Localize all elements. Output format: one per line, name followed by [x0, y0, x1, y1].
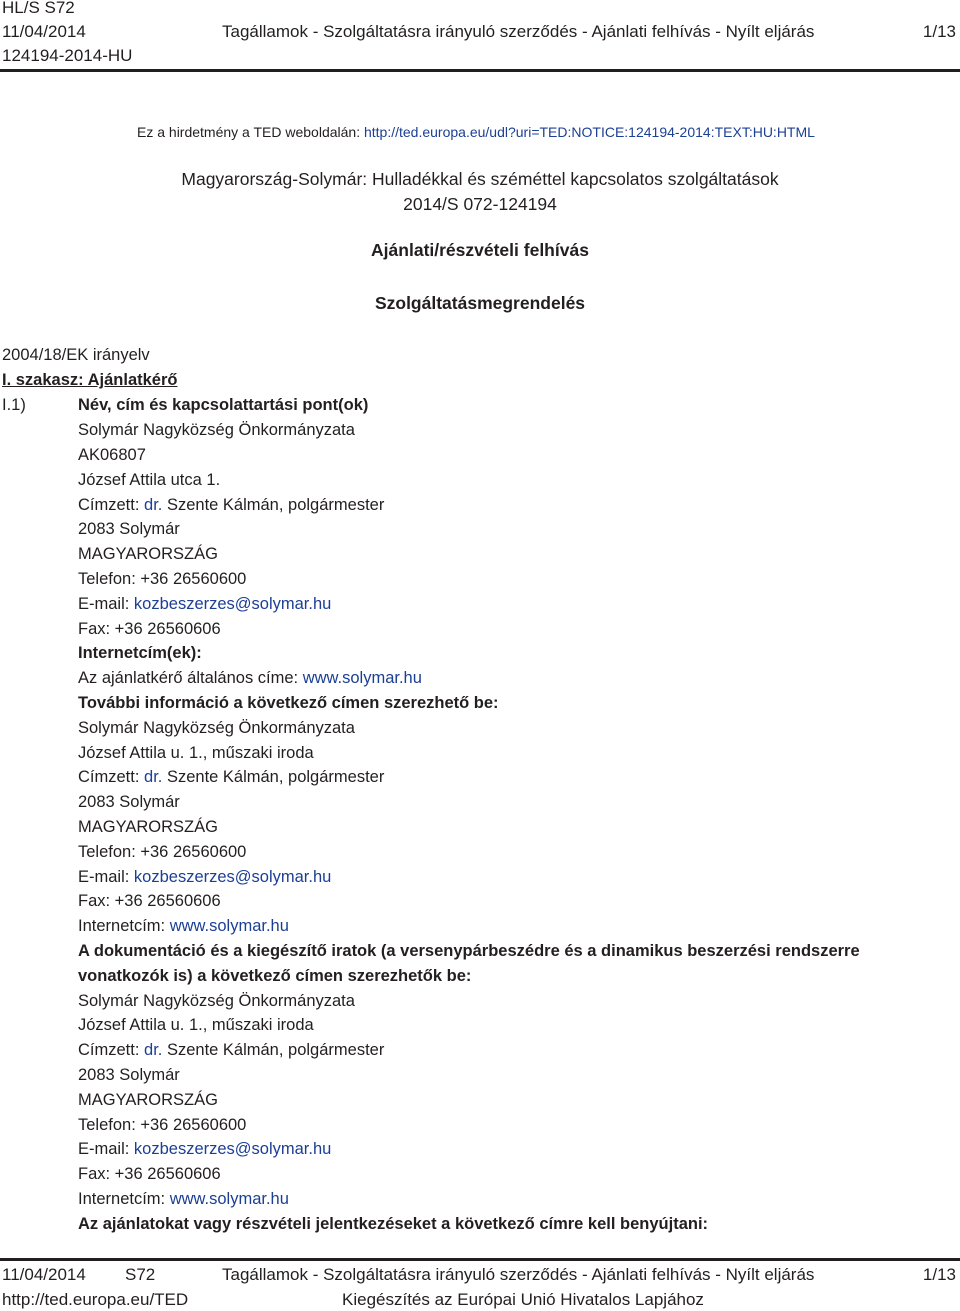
source-prefix: Ez a hirdetmény a TED weboldalán: — [137, 124, 364, 140]
further-info-city: 2083 Solymár — [78, 793, 180, 811]
documents-internet: Internetcím: www.solymar.hu — [78, 1190, 289, 1208]
contract-type: Szolgáltatásmegrendelés — [374, 293, 586, 313]
email-link[interactable]: kozbeszerzes@solymar.hu — [133, 595, 332, 613]
web-link[interactable]: www.solymar.hu — [169, 917, 289, 935]
journal-code: HL/S S72 — [2, 0, 75, 17]
header-title: Tagállamok - Szolgáltatásra irányuló szerződés - Ajánlati felhívás - Nyílt eljárás — [222, 22, 815, 41]
section-heading: I. szakasz: Ajánlatkérő — [2, 371, 178, 389]
email-link[interactable]: kozbeszerzes@solymar.hu — [133, 1140, 332, 1158]
contact-email-line: E-mail: kozbeszerzes@solymar.hu — [78, 595, 332, 613]
attention-dr: dr. — [144, 496, 163, 514]
documents-city: 2083 Solymár — [78, 1066, 180, 1084]
email-link[interactable]: kozbeszerzes@solymar.hu — [133, 868, 332, 886]
notice-number: 2014/S 072-124194 — [403, 194, 557, 214]
further-info-heading: További információ a következő címen szerezhető be: — [78, 694, 499, 712]
subsection-number: I.1) — [2, 396, 26, 414]
further-info-attention: Címzett: dr. Szente Kálmán, polgármester — [78, 768, 385, 786]
contact-phone: Telefon: +36 26560600 — [78, 570, 247, 588]
notice-id: 124194-2014-HU — [2, 46, 133, 65]
footer-date: 11/04/2014 — [2, 1265, 86, 1284]
contact-code: AK06807 — [78, 446, 146, 464]
header-page: 1/13 — [922, 22, 956, 41]
header-rule — [0, 69, 960, 72]
further-info-internet: Internetcím: www.solymar.hu — [78, 917, 289, 935]
documents-country: MAGYARORSZÁG — [78, 1091, 218, 1109]
header-date: 11/04/2014 — [2, 22, 86, 41]
main-title: Magyarország-Solymár: Hulladékkal és széméttel kapcsolatos szolgáltatások — [181, 169, 779, 189]
documents-street: József Attila u. 1., műszaki iroda — [78, 1016, 314, 1034]
documents-org: Solymár Nagyközség Önkormányzata — [78, 992, 355, 1010]
source-line — [137, 123, 815, 141]
footer-supplement: Kiegészítés az Európai Unió Hivatalos Lapjához — [342, 1290, 704, 1309]
web-link[interactable]: www.solymar.hu — [302, 669, 422, 687]
documents-attention: Címzett: dr. Szente Kálmán, polgármester — [78, 1041, 385, 1059]
source-link[interactable]: http://ted.europa.eu/udl?uri=TED:NOTICE:124194-2014:TEXT:HU:HTML — [363, 124, 815, 140]
notice-type: Ajánlati/részvételi felhívás — [371, 240, 589, 260]
footer-series: S72 — [125, 1265, 156, 1284]
further-info-email: E-mail: kozbeszerzes@solymar.hu — [78, 868, 332, 886]
web-link[interactable]: www.solymar.hu — [169, 1190, 289, 1208]
further-info-fax: Fax: +36 26560606 — [78, 892, 221, 910]
submission-heading: Az ajánlatokat vagy részvételi jelentkezéseket a következő címre kell benyújtani: — [78, 1215, 709, 1233]
documents-phone: Telefon: +36 26560600 — [78, 1116, 247, 1134]
documents-fax: Fax: +36 26560606 — [78, 1165, 221, 1183]
documents-heading-line2: vonatkozók is) a következő címen szerezhetők be: — [78, 967, 472, 985]
contact-street: József Attila utca 1. — [78, 471, 221, 489]
contact-city: 2083 Solymár — [78, 520, 180, 538]
footer-page: 1/13 — [922, 1265, 956, 1284]
further-info-org: Solymár Nagyközség Önkormányzata — [78, 719, 355, 737]
documents-email: E-mail: kozbeszerzes@solymar.hu — [78, 1140, 332, 1158]
footer-url[interactable]: http://ted.europa.eu/TED — [2, 1290, 189, 1309]
further-info-phone: Telefon: +36 26560600 — [78, 843, 247, 861]
contact-fax: Fax: +36 26560606 — [78, 620, 221, 638]
contact-org: Solymár Nagyközség Önkormányzata — [78, 421, 355, 439]
general-address-line: Az ajánlatkérő általános címe: www.solymar.hu — [78, 669, 422, 687]
footer-title: Tagállamok - Szolgáltatásra irányuló szerződés - Ajánlati felhívás - Nyílt eljárás — [222, 1265, 815, 1284]
documents-heading-line1: A dokumentáció és a kiegészítő iratok (a versenypárbeszédre és a dinamikus beszerzési rendszerre — [78, 942, 860, 960]
internet-heading: Internetcím(ek): — [78, 644, 202, 662]
footer-rule — [0, 1258, 960, 1261]
contact-attention: Címzett: dr. Szente Kálmán, polgármester — [78, 496, 385, 514]
further-info-street: József Attila u. 1., műszaki iroda — [78, 744, 314, 762]
contact-country: MAGYARORSZÁG — [78, 545, 218, 563]
subsection-title: Név, cím és kapcsolattartási pont(ok) — [78, 396, 369, 414]
directive: 2004/18/EK irányelv — [2, 346, 150, 364]
further-info-country: MAGYARORSZÁG — [78, 818, 218, 836]
